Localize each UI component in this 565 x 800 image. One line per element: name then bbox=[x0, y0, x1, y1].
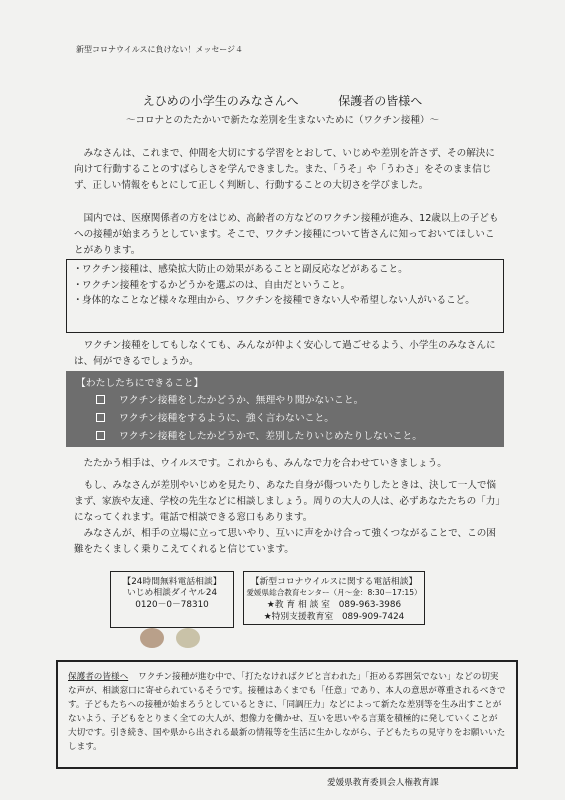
closing-paragraph: みなさんが、相手の立場に立って思いやり、互いに声をかけ合って強くつながることで、この困難をたくましく乗りこえてくれると信じています。 bbox=[74, 528, 496, 555]
checkbox-icon bbox=[96, 431, 105, 440]
key-point: ・ 身体的なことなど様々な理由から、ワクチンを接種できない人や希望しない人がいるこど。 bbox=[73, 295, 475, 306]
hotline-covid: 【新型コロナウイルスに関する電話相談】 愛媛県総合教育センター（月～金：8:30－17:15） ★教 育 相 談 室 089-963-3986 ★特別支援教育室 089-909-7424 bbox=[243, 571, 425, 625]
what-we-can-do-heading: 【わたしたちにできること】 bbox=[76, 378, 204, 389]
checkbox-icon bbox=[96, 413, 105, 422]
key-point: ・ ワクチン接種は、感染拡大防止の効果があることと副反応などがあること。 bbox=[73, 264, 408, 275]
can-do-item: ワクチン接種をするように、強く言わないこと。 bbox=[96, 410, 334, 424]
key-points-box bbox=[66, 259, 504, 333]
guardian-notice-text: ワクチン接種が進む中で、「打たなければクビと言われた」「拒める雰囲気でない」などの切実な声が、相談窓口に寄せられているそうです。接種はあくまでも「任意」であり、本人の意思が尊重されるべきです。子どもたちへの接種が始まろうとしているときに、「同調圧力」などによって新たな差別等を生み出すことがないよう、子どもをとりまく全ての大人が、想像力を働かせ、互いを思いやる言葉を積極的に発していくことが大切です。引き続き、国や県から出される最新の情報等を生活に生かしながら、子どもたちの見守りをお願いいたします。 bbox=[68, 672, 506, 752]
issuer: 愛媛県教育委員会人権教育課 bbox=[327, 778, 439, 788]
page-subtitle: ～コロナとのたたかいで新たな差別を生まないために（ワクチン接種）～ bbox=[125, 115, 440, 126]
series-header: 新型コロナウイルスに負けない！メッセージ４ bbox=[76, 45, 244, 54]
question-paragraph: ワクチン接種をしてもしなくても、みんなが仲よく安心して過ごせるよう、小学生のみなさんには、何ができるでしょうか。 bbox=[74, 340, 496, 367]
page-title bbox=[0, 92, 565, 109]
key-point: ・ ワクチン接種をするかどうかを選ぶのは、自由だということ。 bbox=[73, 279, 351, 291]
hotline-24h: 【24時間無料電話相談】 いじめ相談ダイヤル24 0120－0－78310 bbox=[110, 571, 234, 628]
opponent-paragraph: たたかう相手は、ウイルスです。これからも、みんなで力を合わせていきましょう。 bbox=[83, 458, 447, 469]
intro-paragraph: みなさんは、これまで、仲間を大切にする学習をとおして、いじめや差別を許さず、その解決に向けて行動することのすばらしさを学んできました。また、「うそ」や「うわさ」をそのまま信じず、正しい情報をもとにして正しく判断し、行動することの大切さを学びました。 bbox=[74, 148, 495, 191]
guardian-notice-label: 保護者の皆様へ bbox=[68, 672, 129, 682]
what-we-can-do-box bbox=[66, 371, 504, 447]
title-guardians: 保護者の皆様へ bbox=[338, 94, 423, 108]
can-do-item: ワクチン接種をしたかどうかで、差別したりいじめたりしないこと。 bbox=[96, 428, 422, 442]
vaccine-paragraph: 国内では、医療関係者の方をはじめ、高齢者の方などのワクチン接種が進み、12歳以上の子どもへの接種が始まろうとしています。そこで、ワクチン接種について皆さんに知っておいてほしいことがあります。 bbox=[74, 213, 499, 256]
consult-paragraph: もし、みなさんが差別やいじめを見たり、あなた自身が傷ついたりしたときは、決して一人で悩まず、家族や友達、学校の先生などに相談しましょう。周りの大人の人は、必ずあなたたちの「力」になってくれます。電話で相談できる窓口もあります。 bbox=[74, 480, 501, 523]
checkbox-icon bbox=[96, 395, 105, 404]
title-students: えひめの小学生のみなさんへ bbox=[142, 94, 299, 108]
mascot-icon bbox=[176, 628, 200, 648]
can-do-item: ワクチン接種をしたかどうか、無理やり聞かないこと。 bbox=[96, 392, 363, 406]
mascot-icon bbox=[140, 628, 164, 648]
guardian-notice bbox=[56, 660, 518, 769]
